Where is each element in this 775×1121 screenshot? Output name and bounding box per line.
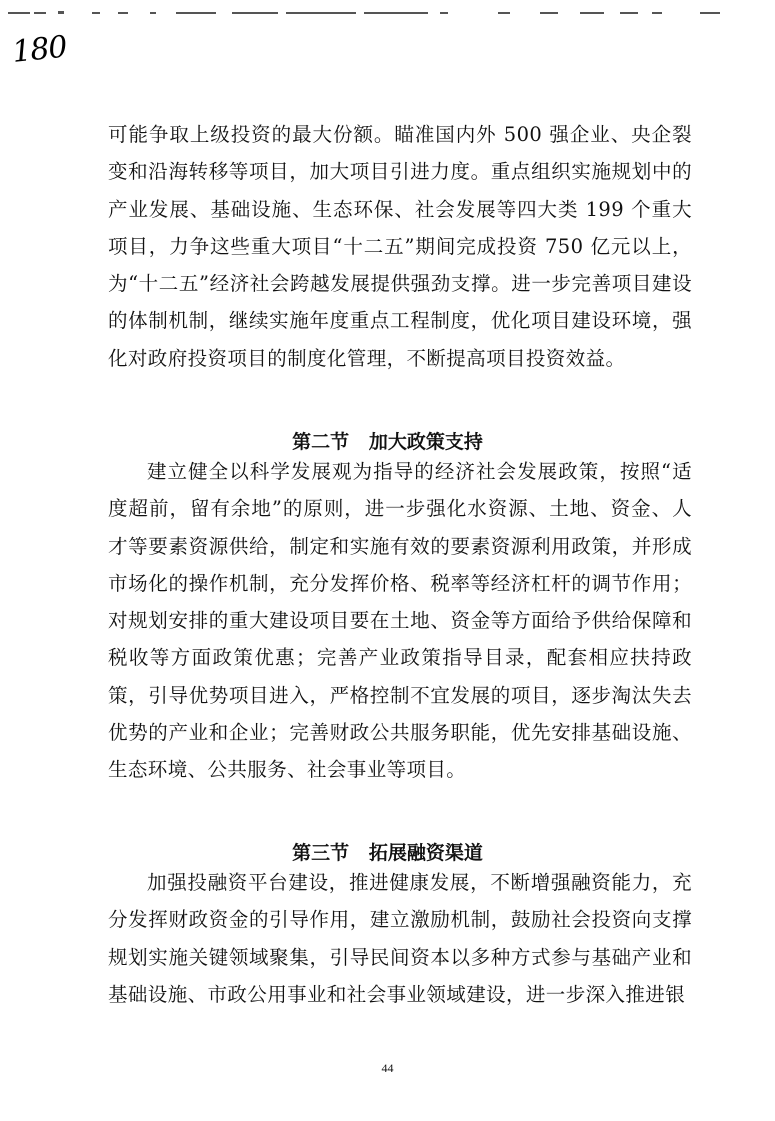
section-heading-financing-channels: 第三节 拓展融资渠道 bbox=[292, 842, 483, 864]
paragraph-investment-projects: 可能争取上级投资的最大份额。瞄准国内外 500 强企业、央企裂变和沿海转移等项目，加大项目引进力度。重点组织实施规划中的产业发展、基础设施、生态环保、社会发展等四大类 199 个重大项目，力争这些重大项目“十二五”期间完成投资 750 亿元以上，为“十二五”经济社会跨越发展提供强劲支撑。进一步完善项目建设的体制机制，继续实施年度重点工程制度，优化项目建设环境，强化对政府投资项目的制度化管理，不断提高项目投资效益。 bbox=[108, 123, 692, 370]
page-number: 44 bbox=[381, 1061, 394, 1075]
scan-header-artifact bbox=[0, 9, 775, 19]
handwritten-page-annotation: 180 bbox=[10, 29, 69, 70]
paragraph-policy-support: 建立健全以科学发展观为指导的经济社会发展政策，按照“适度超前，留有余地”的原则，进一步强化水资源、土地、资金、人才等要素资源供给，制定和实施有效的要素资源利用政策，并形成市场化的操作机制，充分发挥价格、税率等经济杠杆的调节作用；对规划安排的重大建设项目要在土地、资金等方面给予供给保障和税收等方面政策优惠；完善产业政策指导目录，配套相应扶持政策，引导优势项目进入，严格控制不宜发展的项目，逐步淘汰失去优势的产业和企业；完善财政公共服务职能，优先安排基础设施、生态环境、公共服务、社会事业等项目。 bbox=[108, 460, 692, 782]
paragraph-financing-channels: 加强投融资平台建设，推进健康发展，不断增强融资能力，充分发挥财政资金的引导作用，建立激励机制，鼓励社会投资向支撑规划实施关键领域聚集，引导民间资本以多种方式参与基础产业和基础设施、市政公用事业和社会事业领域建设，进一步深入推进银 bbox=[108, 871, 692, 1006]
section-heading-policy-support: 第二节 加大政策支持 bbox=[292, 431, 483, 453]
